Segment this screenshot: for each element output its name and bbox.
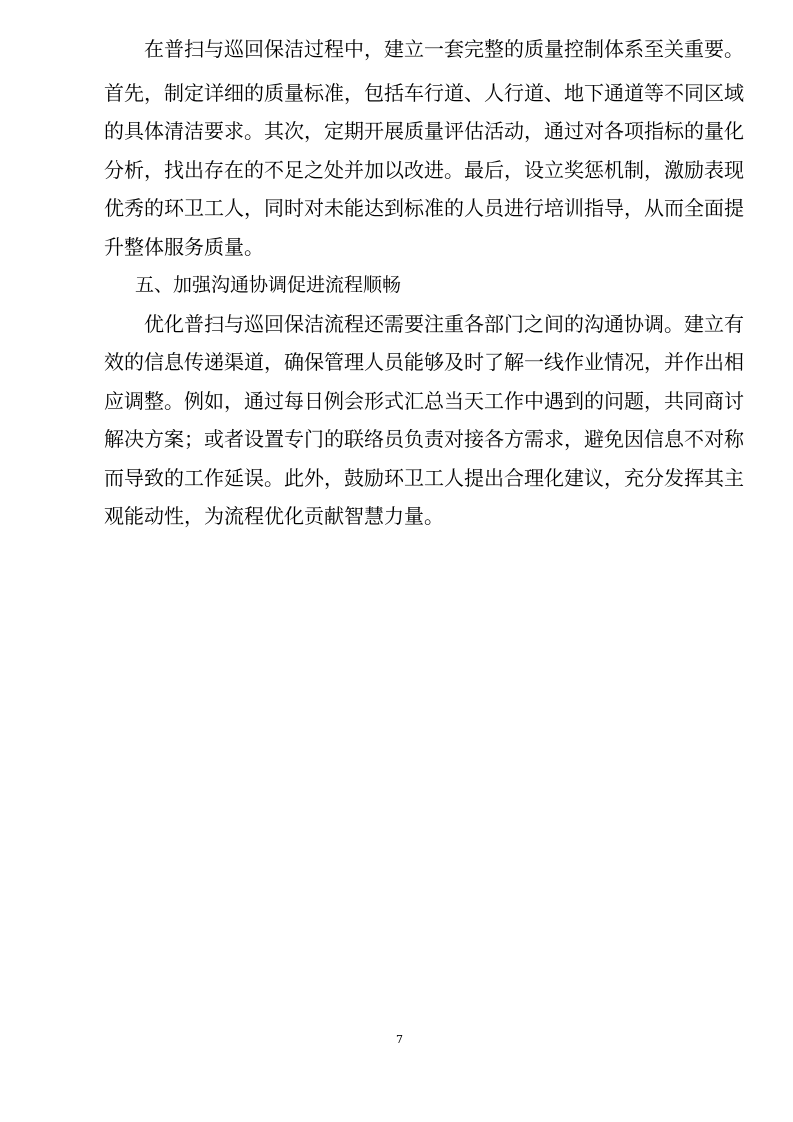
paragraph-2-line-1: 优化普扫与巡回保洁流程还需要注重各部门之间的沟通协调。建立有 [104, 312, 744, 336]
paragraph-1-line-6: 升整体服务质量。 [104, 235, 264, 259]
paragraph-1-line-3: 的具体清洁要求。其次，定期开展质量评估活动，通过对各项指标的量化 [104, 119, 744, 143]
paragraph-2-line-3: 应调整。例如，通过每日例会形式汇总当天工作中遇到的问题，共同商讨 [104, 389, 744, 413]
paragraph-2-line-5: 而导致的工作延误。此外，鼓励环卫工人提出合理化建议，充分发挥其主 [104, 466, 744, 490]
page-number: 7 [396, 1033, 403, 1046]
paragraph-2-line-2: 效的信息传递渠道，确保管理人员能够及时了解一线作业情况，并作出相 [104, 350, 744, 374]
paragraph-1-line-4: 分析，找出存在的不足之处并加以改进。最后，设立奖惩机制，激励表现 [104, 158, 744, 182]
paragraph-1-line-5: 优秀的环卫工人，同时对未能达到标准的人员进行培训指导，从而全面提 [104, 196, 744, 220]
paragraph-1-line-1: 在普扫与巡回保洁过程中，建立一套完整的质量控制体系至关重要。 [104, 37, 744, 61]
paragraph-2-line-6: 观能动性，为流程优化贡献智慧力量。 [104, 504, 444, 528]
paragraph-1-line-2: 首先，制定详细的质量标准，包括车行道、人行道、地下通道等不同区域 [104, 81, 744, 105]
section-heading: 五、加强沟通协调促进流程顺畅 [135, 274, 402, 296]
paragraph-2-line-4: 解决方案；或者设置专门的联络员负责对接各方需求，避免因信息不对称 [104, 427, 744, 451]
